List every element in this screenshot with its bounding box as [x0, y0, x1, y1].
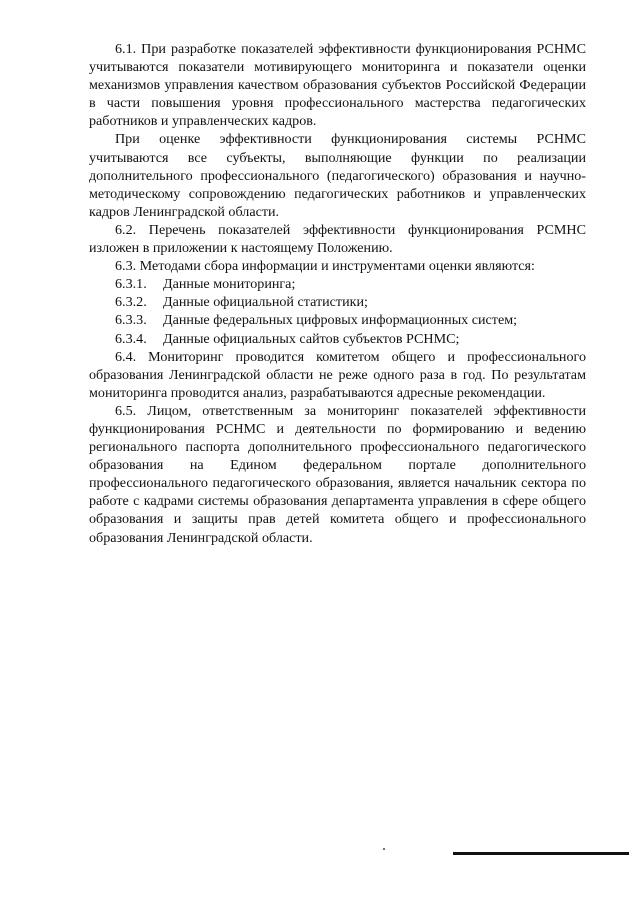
- document-body: [89, 40, 586, 547]
- footer-rule: [453, 852, 629, 855]
- paragraph-6-4: 6.4. Мониторинг проводится комитетом общего и профессионального образования Ленинградской области не реже одного раза в год. По результатам мониторинга проводится анализ, разрабатываются адресные рекомендации.: [89, 348, 586, 401]
- list-item-text: Данные мониторинга;: [163, 276, 296, 293]
- paragraph-6-3: 6.3. Методами сбора информации и инструментами оценки являются:: [115, 258, 535, 275]
- list-item-text: Данные федеральных цифровых информационных систем;: [163, 312, 518, 329]
- list-item-number: 6.3.4.: [115, 330, 147, 347]
- paragraph-6-2: 6.2. Перечень показателей эффективности функционирования РСМНС изложен в приложении к настоящему Положению.: [89, 221, 586, 257]
- list-item: [89, 293, 586, 311]
- list-item-text: Данные официальных сайтов субъектов РСНМС;: [163, 330, 460, 347]
- list-item: [89, 275, 586, 293]
- list-item-text: Данные официальной статистики;: [163, 294, 368, 311]
- paragraph-6-1: 6.1. При разработке показателей эффективности функционирования РСНМС учитываются показатели мотивирующего мониторинга и показатели оценки механизмов управления качеством образования субъектов Российской Федерации в части повышения уровня профессионального мастерства педагогических работников и управленческих кадров.: [89, 41, 586, 130]
- list-item-number: 6.3.3.: [115, 312, 147, 329]
- list-item-number: 6.3.2.: [115, 294, 147, 311]
- list-item: [89, 330, 586, 348]
- paragraph-6-5: 6.5. Лицом, ответственным за мониторинг показателей эффективности функционирования РСНМС и деятельности по формированию и ведению регионального паспорта дополнительного профессионального педагогического образования на Едином федеральном портале дополнительного профессионального педагогического образования, является начальник сектора по работе с кадрами системы образования департамента управления в сфере общего образования и защиты прав детей комитета общего и профессионального образования Ленинградской области.: [89, 402, 586, 546]
- paragraph-6-1-continued: При оценке эффективности функционирования системы РСНМС учитываются все субъекты, выполняющие функции по реализации дополнительного профессионального (педагогического) образования и научно-методическому сопровождению педагогических работников и управленческих кадров Ленинградской области.: [89, 131, 586, 220]
- list-item: [89, 311, 586, 329]
- list-item-number: 6.3.1.: [115, 276, 147, 293]
- scan-speck: [383, 848, 385, 850]
